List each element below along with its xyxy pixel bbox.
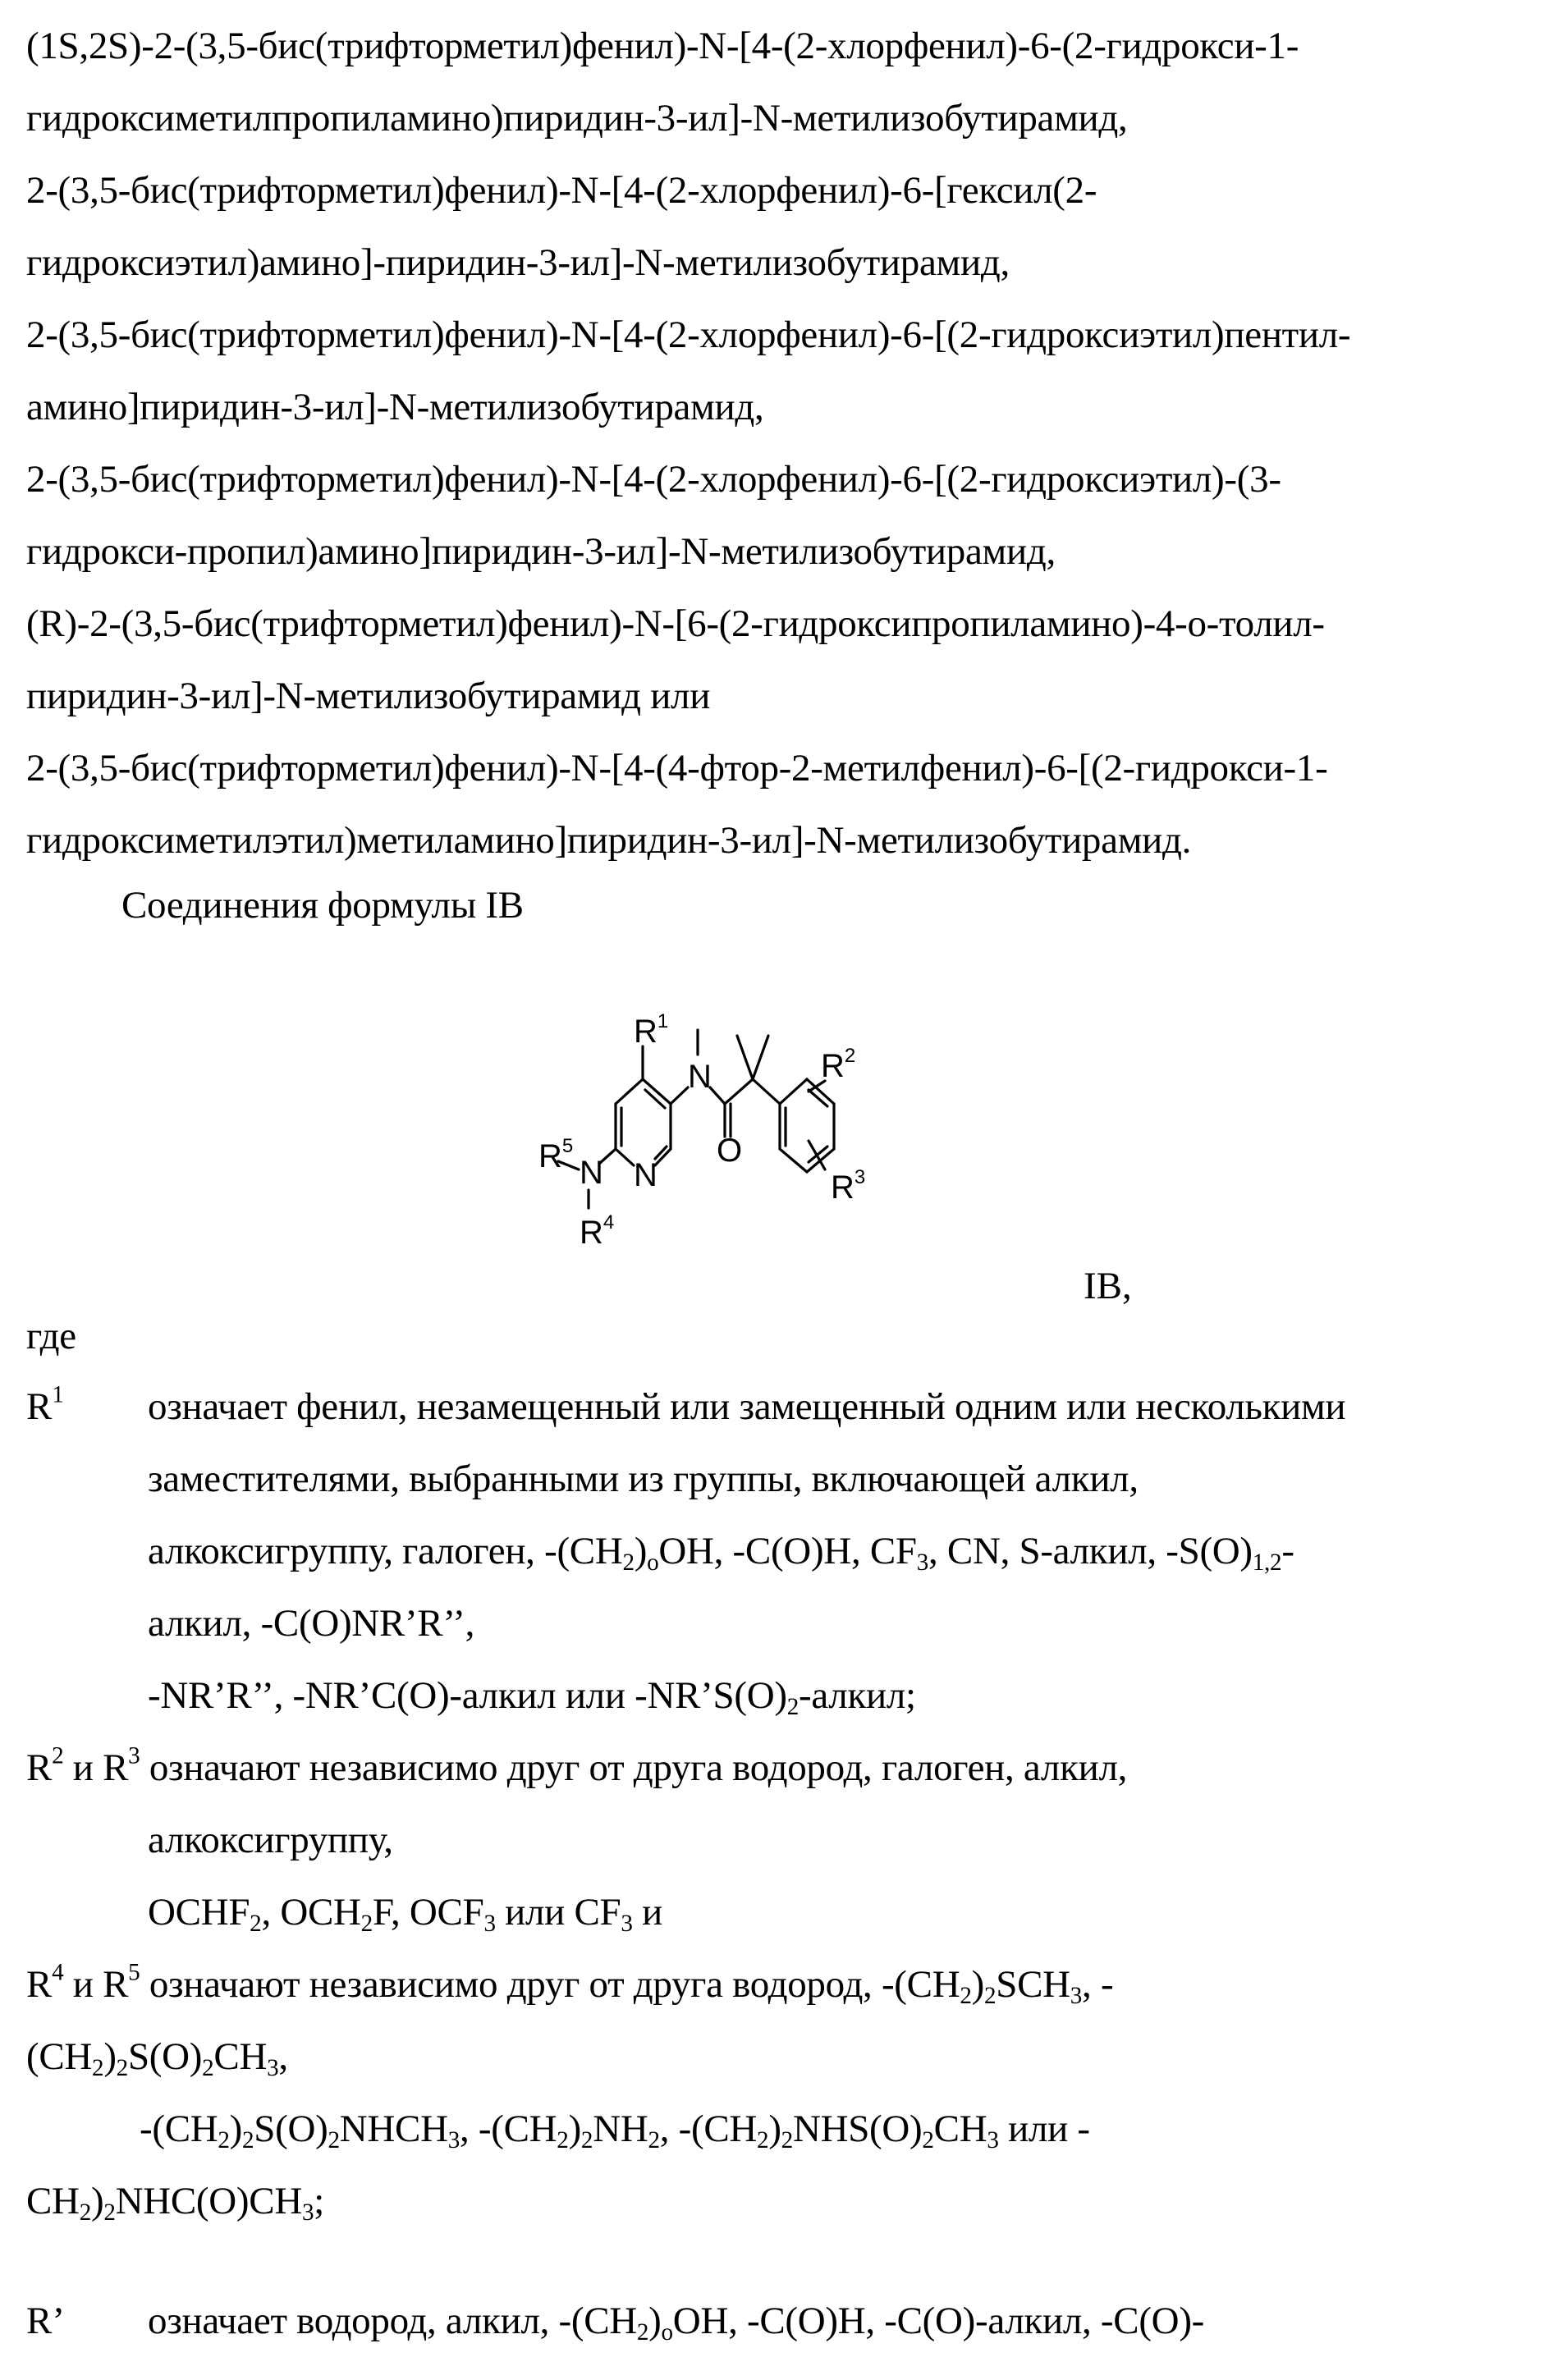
r4r5-def-line-1: $R^4$ и $R^5$ означают независимо друг от друга водород, $-(CH_2)_2SCH_3$, - [26,1959,1114,2010]
compound-line-8: гидрокси-пропил)амино]пиридин-3-ил]-N-метилизобутирамид, [26,530,1056,573]
r1-label: $R^1$ [26,1381,64,1428]
compound-line-5: 2-(3,5-бис(трифторметил)фенил)-N-[4-(2-хлорфенил)-6-[(2-гидроксиэтил)пентил- [26,314,1351,356]
r1-def-line-2: заместителями, выбранными из группы, включающей алкил, [148,1458,1139,1500]
r1-def-line-1: означает фенил, незамещенный или замещенный одним или несколькими [148,1385,1346,1428]
r2r3-def-line-3: $OCHF_2$, $OCH_2F$, $OCF_3$ или $CF_3$ и [148,1891,662,1938]
compound-line-7: 2-(3,5-бис(трифторметил)фенил)-N-[4-(2-хлорфенил)-6-[(2-гидроксиэтил)-(3- [26,458,1281,501]
r1-def-line-5: -NR’R’’, -NR’C(O)-алкил или $-NR’S(O)_2$-алкил; [148,1674,916,1721]
compound-line-10: пиридин-3-ил]-N-метилизобутирамид или [26,675,711,717]
r5-atom-label: $R^5$ [538,1135,574,1174]
r4r5-def-line-3: $-(CH_2)_2S(O)_2NHCH_3$, $-(CH_2)_2NH_2$, $-(CH_2)_2NHS(O)_2CH_3$ или - [140,2108,1090,2154]
rprime-def-line-1: означает водород, алкил, $-(CH_2)_oOH$, -C(O)H, -C(O)-алкил, -C(O)- [148,2300,1205,2346]
where-label: где [26,1315,76,1357]
r3-atom-label: $R^3$ [831,1166,866,1206]
r1-def-line-4: алкил, -C(O)NR’R’’, [148,1602,475,1645]
compound-line-11: 2-(3,5-бис(трифторметил)фенил)-N-[4-(4-фтор-2-метилфенил)-6-[(2-гидрокси-1- [26,747,1328,790]
compound-line-6: амино]пиридин-3-ил]-N-метилизобутирамид, [26,386,764,428]
compound-line-9: (R)-2-(3,5-бис(трифторметил)фенил)-N-[6-(2-гидроксипропиламино)-4-о-толил- [26,602,1325,645]
r4-atom-label: $R^4$ [580,1211,615,1251]
rprime-label: R’ [26,2300,65,2342]
r4r5-def-line-4: $CH_2)_2NHC(O)CH_3$; [26,2180,324,2227]
structure-drawing [493,985,1149,1330]
ring-nitrogen-label: N [634,1157,657,1193]
compound-line-4: гидроксиэтил)амино]-пиридин-3-ил]-N-метилизобутирамид, [26,241,1010,284]
section-heading: Соединения формулы IB [121,884,524,927]
r1-atom-label: $R^1$ [634,1010,669,1050]
r2r3-def-line-2: алкоксигруппу, [148,1819,393,1861]
amide-nitrogen-label: N [688,1059,712,1095]
r4r5-def-line-2: $(CH_2)_2S(O)_2CH_3$, [26,2035,288,2082]
compound-line-1: (1S,2S)-2-(3,5-бис(трифторметил)фенил)-N-[4-(2-хлорфенил)-6-(2-гидрокси-1- [26,25,1299,67]
carbonyl-oxygen-label: O [717,1133,743,1169]
compound-line-3: 2-(3,5-бис(трифторметил)фенил)-N-[4-(2-хлорфенил)-6-[гексил(2- [26,169,1097,212]
chemical-structure-ib [493,985,1149,1330]
compound-line-12: гидроксиметилэтил)метиламино]пиридин-3-ил]-N-метилизобутирамид. [26,819,1192,862]
amine-nitrogen-label: N [580,1155,603,1191]
formula-label-ib: IB, [1084,1265,1132,1307]
compound-line-2: гидроксиметилпропиламино)пиридин-3-ил]-N-метилизобутирамид, [26,97,1128,140]
r2r3-def-line-1: $R^2$ и $R^3$ означают независимо друг от друга водород, галоген, алкил, [26,1742,1128,1789]
r2-atom-label: $R^2$ [821,1045,856,1084]
r1-def-line-3: алкоксигруппу, галоген, $-(CH_2)_oOH$, -C(O)H, $CF_3$, CN, S-алкил, $-S(O)_{1,2}-$ [148,1530,1294,1577]
